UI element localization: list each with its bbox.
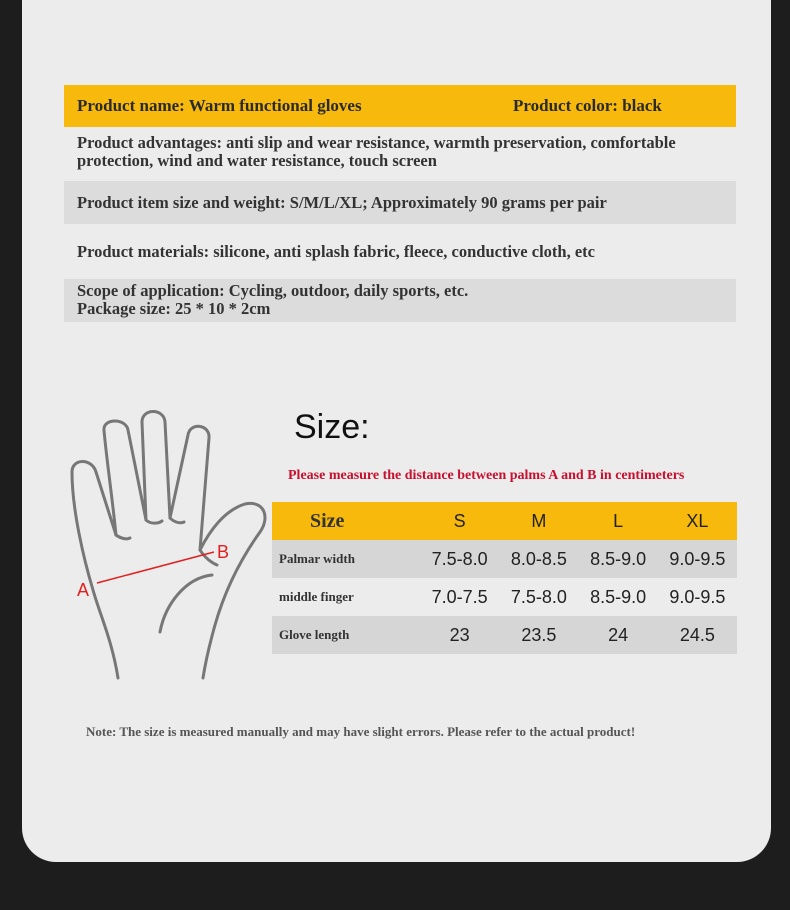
package-size: Package size: 25 * 10 * 2cm [77,299,271,318]
product-name: Product name: Warm functional gloves [77,96,362,115]
table-cell: 7.5-8.0 [510,586,567,607]
product-scope: Scope of application: Cycling, outdoor, daily sports, etc. [77,281,469,300]
table-cell: 8.0-8.5 [499,540,578,578]
point-a-label: A [77,580,90,600]
table-cell: 9.0-9.5 [658,540,737,578]
table-cell: 24 [579,616,658,654]
table-cell: 24.5 [658,616,737,654]
point-b-label: B [217,542,230,562]
header-xl: XL [658,502,737,540]
disclaimer-note: Note: The size is measured manually and may have slight errors. Please refer to the actual product! [86,724,636,739]
row-label: Palmar width [272,540,420,578]
product-color: Product color: black [513,96,662,115]
table-row [272,540,737,578]
product-materials: Product materials: silicone, anti splash fabric, fleece, conductive cloth, etc [77,242,595,261]
row-label: middle finger [279,589,354,604]
size-table [272,502,737,654]
size-table-header [272,502,737,540]
table-row [272,578,737,616]
hand-outline-icon [60,400,275,685]
product-name-row [64,85,736,127]
product-size-weight: Product item size and weight: S/M/L/XL; Approximately 90 grams per pair [64,181,736,224]
table-cell: 8.5-9.0 [579,540,658,578]
table-cell: 7.5-8.0 [420,540,499,578]
product-advantages: Product advantages: anti slip and wear resistance, warmth preservation, comfortable protection, wind and water resistance, touch screen [77,133,676,170]
table-cell: 7.0-7.5 [431,586,488,607]
table-cell: 8.5-9.0 [590,586,647,607]
product-scope-package [64,279,736,322]
measure-instruction: Please measure the distance between palms A and B in centimeters [288,468,685,483]
row-label: Glove length [272,616,420,654]
size-title: Size: [294,408,370,446]
table-cell: 9.0-9.5 [669,586,726,607]
table-cell: 23.5 [499,616,578,654]
table-cell: 23 [420,616,499,654]
header-l: L [579,502,658,540]
table-row [272,616,737,654]
header-m: M [499,502,578,540]
header-s: S [420,502,499,540]
header-size: Size [272,502,420,540]
